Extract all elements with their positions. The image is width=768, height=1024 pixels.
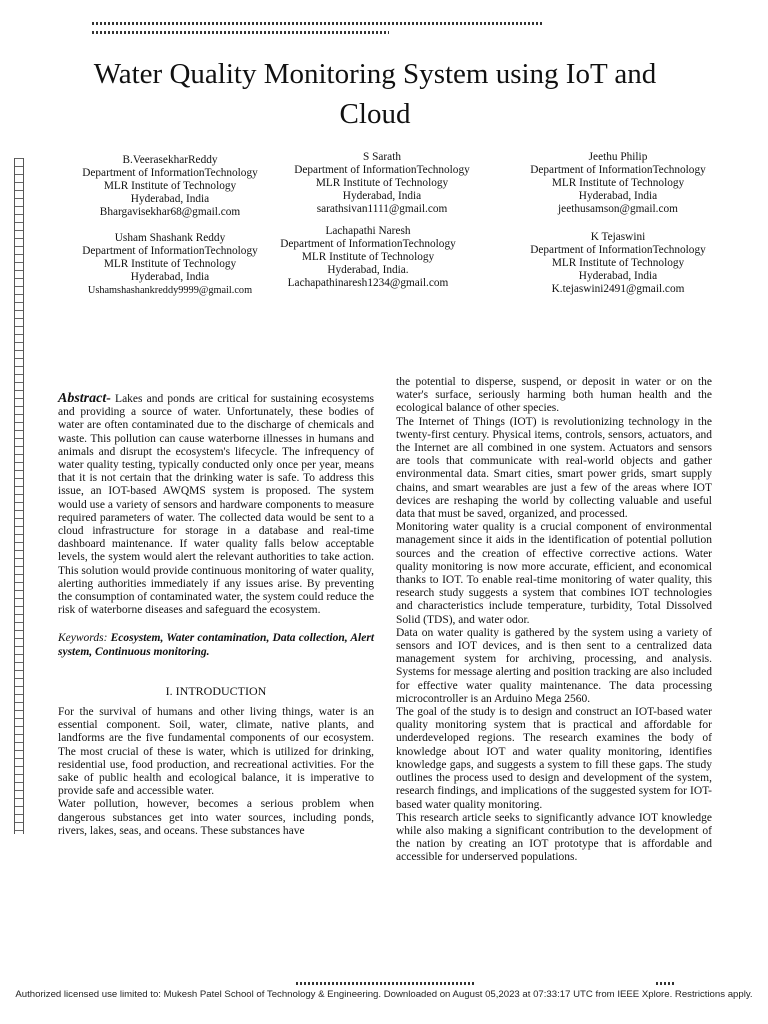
footer-garbled-text — [296, 982, 476, 985]
author-name: K Tejaswini — [590, 231, 646, 243]
footer-garbled-page — [656, 982, 676, 985]
right-column — [396, 376, 712, 865]
author-email: jeethusamson@gmail.com — [558, 203, 678, 215]
author-dept: Department of InformationTechnology — [530, 244, 706, 256]
author-city: Hyderabad, India. — [327, 264, 409, 276]
author-inst: MLR Institute of Technology — [103, 180, 237, 192]
paragraph: For the survival of humans and other living things, water is an essential component. Soil, water, climate, native plants, and landforms are the five fundamental components of our ecosystem. The most crucial of these is water, which is utilized for drinking, residential use, food production, and recreational activities. For the sake of public health and ecological balance, it is imperative to provide safe and accessible water. — [58, 706, 374, 798]
author-block — [498, 151, 738, 216]
author-name: Jeethu Philip — [588, 151, 648, 163]
paragraph: Water pollution, however, becomes a serious problem when dangerous substances get into water sources, including ponds, rivers, lakes, seas, and oceans. These substances have — [58, 798, 374, 837]
abstract — [58, 392, 374, 617]
author-email: K.tejaswini2491@gmail.com — [551, 283, 685, 295]
author-email: Bhargavisekhar68@gmail.com — [99, 206, 241, 218]
author-block — [248, 225, 488, 290]
abstract-text: Lakes and ponds are critical for sustaining ecosystems and providing a source of water. Unfortunately, these bodies of water are often contaminated due to the discharge of chemicals and waste. This pollution can cause waterborne illnesses in humans and animals and disrupt the ecosystem's lifecycle. The infrequency of water quality testing, typically conducted only once per year, means that it is not certain that the drinking water is safe. To address this issue, an IOT-based AWQMS system is proposed. The system would use a variety of sensors and hardware components to measure required parameters of water. The collected data would be sent to a cloud infrastructure for storage in a database and real-time dashboard maintenance. If water quality falls below acceptable levels, the system would alert the relevant authorities to take action. This solution would provide continuous monitoring of water quality, alerting authorities immediately if any issues arise. By preventing the consumption of contaminated water, the system could reduce the risk of waterborne diseases and safeguard the ecosystem. — [58, 393, 374, 617]
author-block — [50, 154, 290, 219]
author-city: Hyderabad, India — [578, 190, 658, 202]
paragraph: Data on water quality is gathered by the system using a variety of sensors and IOT devices, and is then sent to a centralized data management system for archiving, processing, and analysis. Systems for message alerting and position tracking are also included for effective water quality maintenance. The data processing microcontroller is an Arduino Mega 2560. — [396, 626, 712, 705]
paragraph: Monitoring water quality is a crucial component of environmental management since it aids in the identification of potential pollution sources and the creation of effective corrective actions. Water quality monitoring is now more accurate, efficient, and economical thanks to IOT. To enable real-time monitoring of water quality, this research study suggests a system that combines IOT technologies and characteristics include temperature, turbidity, Total Dissolved Solid (TDS), and water odor. — [396, 521, 712, 626]
header-garbled-text — [92, 22, 542, 46]
author-dept: Department of InformationTechnology — [82, 167, 258, 179]
author-city: Hyderabad, India — [130, 271, 210, 283]
left-column — [58, 392, 374, 838]
abstract-heading: Abstract- — [58, 391, 111, 406]
author-inst: MLR Institute of Technology — [103, 258, 237, 270]
author-email: Lachapathinaresh1234@gmail.com — [287, 277, 449, 289]
author-block — [498, 231, 738, 296]
paper-title: Water Quality Monitoring System using IoT and Cloud — [93, 58, 657, 130]
author-name: S Sarath — [363, 151, 401, 163]
margin-watermark-strip — [14, 158, 24, 834]
paragraph: This research article seeks to significantly advance IOT knowledge while also making a significant contribution to the development of the nation by creating an IOT prototype that is affordable and accessible for underserved populations. — [396, 811, 712, 864]
author-city: Hyderabad, India — [130, 193, 210, 205]
paragraph: the potential to disperse, suspend, or deposit in water or on the water's surface, seriously harming both human health and the ecological balance of other species. — [396, 376, 712, 415]
paragraph: The goal of the study is to design and construct an IOT-based water quality monitoring system that is practical and affordable for underdeveloped regions. The research examines the body of knowledge about IOT and water quality monitoring, identifies knowledge gaps, and suggests a system to fill these gaps. The study outlines the process used to design and development of the system, research findings, and implications of the suggested system for IOT-based water quality monitoring. — [396, 706, 712, 811]
author-dept: Department of InformationTechnology — [530, 164, 706, 176]
paragraph: The Internet of Things (IOT) is revolutionizing technology in the twenty-first century. Physical items, controls, sensors, actuators, and the Internet are all combined in one system. Actuators and sensors are tools that communicate with real-world objects and gather environmental data. Smart cities, smart power grids, smart supply chains, and smart wearables are just a few of the areas where IOT devices are reshaping the world by collecting valuable and useful data that must be saved, organized, and processed. — [396, 415, 712, 521]
author-dept: Department of InformationTechnology — [82, 245, 258, 257]
author-inst: MLR Institute of Technology — [301, 251, 435, 263]
author-email: Ushamshashankreddy9999@gmail.com — [87, 285, 253, 296]
author-dept: Department of InformationTechnology — [294, 164, 470, 176]
author-name: Usham Shashank Reddy — [114, 232, 226, 244]
author-city: Hyderabad, India — [578, 270, 658, 282]
keywords-label: Keywords: — [58, 632, 108, 645]
author-inst: MLR Institute of Technology — [551, 177, 685, 189]
section-heading: I. INTRODUCTION — [165, 683, 267, 698]
keywords — [58, 632, 374, 658]
author-inst: MLR Institute of Technology — [315, 177, 449, 189]
keywords-text: Ecosystem, Water contamination, Data collection, Alert system, Continuous monitoring. — [58, 632, 375, 658]
author-inst: MLR Institute of Technology — [551, 257, 685, 269]
author-name: Lachapathi Naresh — [325, 225, 411, 237]
author-city: Hyderabad, India — [342, 190, 422, 202]
author-name: B.VeerasekharReddy — [122, 154, 218, 166]
author-dept: Department of InformationTechnology — [280, 238, 456, 250]
author-email: sarathsivan1111@gmail.com — [316, 203, 448, 215]
license-notice: Authorized licensed use limited to: Mukesh Patel School of Technology & Engineering. Downloaded on August 05,2023 at 07:33:17 UTC from IEEE Xplore. Restrictions apply. — [15, 989, 753, 1000]
author-block — [262, 151, 502, 216]
